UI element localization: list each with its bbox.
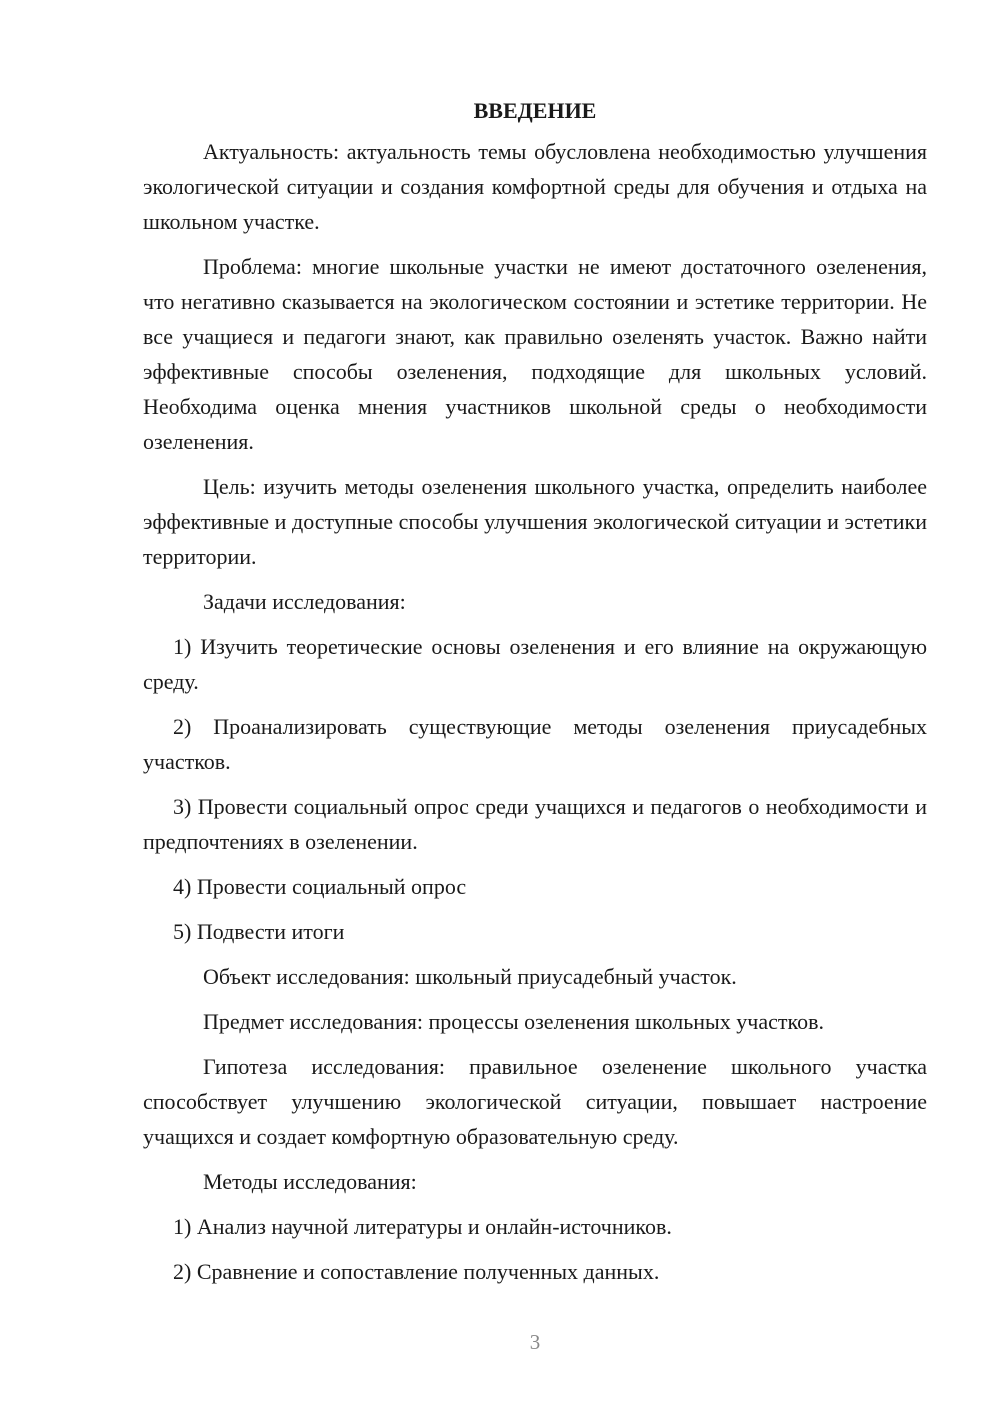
tasks-heading: Задачи исследования: [203,589,406,614]
task-item-3: 3) Провести социальный опрос среди учащихся и педагогов о необходимости и предпочтениях в озеленении. [143,794,927,854]
paragraph-goal: Цель: изучить методы озеленения школьного участка, определить наиболее эффективные и доступные способы улучшения экологической ситуации и эстетики территории. [143,474,927,569]
paragraph-relevance: Актуальность: актуальность темы обусловлена необходимостью улучшения экологической ситуации и создания комфортной среды для обучения и отдыха на школьном участке. [143,139,927,234]
paragraph-object: Объект исследования: школьный приусадебный участок. [203,964,737,989]
method-item-2: 2) Сравнение и сопоставление полученных данных. [173,1259,660,1284]
methods-heading: Методы исследования: [203,1169,417,1194]
task-item-5: 5) Подвести итоги [173,919,345,944]
section-title: ВВЕДЕНИЕ [473,98,597,123]
paragraph-hypothesis: Гипотеза исследования: правильное озеленение школьного участка способствует улучшению экологической ситуации, повышает настроение учащихся и создает комфортную образовательную среду. [143,1054,927,1149]
page-number: 3 [529,1330,541,1354]
paragraph-subject: Предмет исследования: процессы озеленения школьных участков. [203,1009,824,1034]
task-item-4: 4) Провести социальный опрос [173,874,467,899]
task-item-2: 2) Проанализировать существующие методы озеленения приусадебных участков. [143,714,927,774]
paragraph-problem: Проблема: многие школьные участки не имеют достаточного озеленения, что негативно сказывается на экологическом состоянии и эстетике территории. Не все учащиеся и педагоги знают, как правильно озеленять участок. Важно найти эффективные способы озеленения, подходящие для школьных условий. Необходима оценка мнения участников школьной среды о необходимости озеленения. [143,254,927,454]
task-item-1: 1) Изучить теоретические основы озеленения и его влияние на окружающую среду. [143,634,927,694]
method-item-1: 1) Анализ научной литературы и онлайн-источников. [173,1214,672,1239]
page-content [143,93,927,1299]
